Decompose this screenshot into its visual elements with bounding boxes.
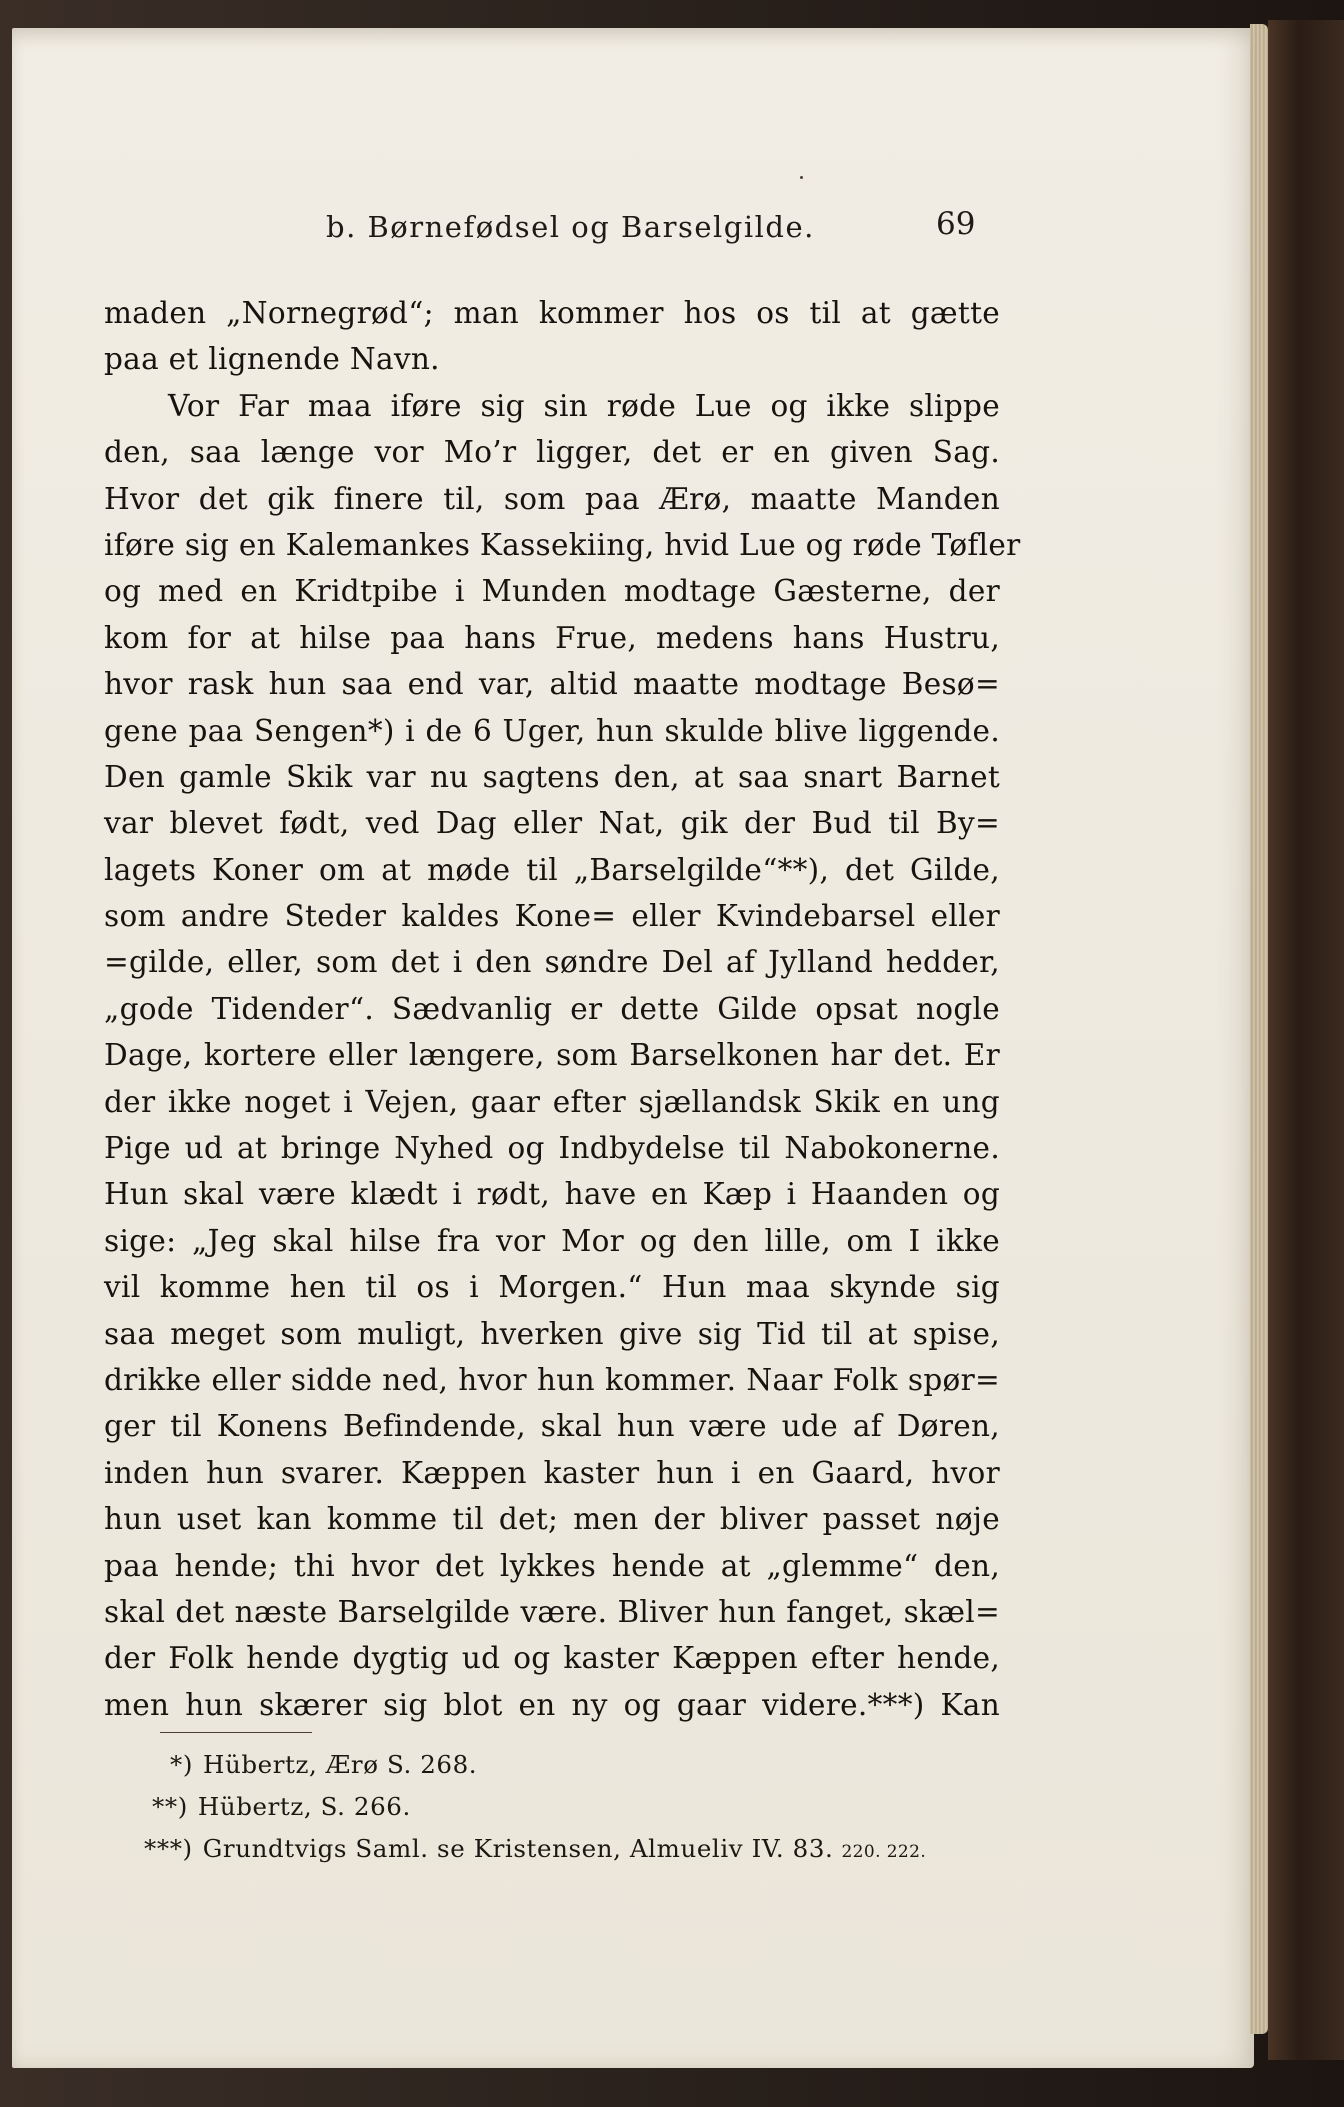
text-line: Pige ud at bringe Nyhed og Indbydelse til Nabokonerne. — [104, 1131, 1000, 1166]
footnote-text: Grundtvigs Saml. se Kristensen, Almueliv IV. 83. — [202, 1834, 834, 1863]
text-line: saa meget som muligt, hverken give sig Tid til at spise, — [104, 1316, 1000, 1351]
text-line: og med en Kridtpibe i Munden modtage Gæsterne, der — [104, 574, 1000, 609]
book-page — [12, 28, 1254, 2068]
text-line: hun uset kan komme til det; men der bliver passet nøje — [104, 1502, 1000, 1537]
text-line: var blevet født, ved Dag eller Nat, gik der Bud til By= — [104, 806, 1000, 841]
text-line: paa et lignende Navn. — [104, 342, 440, 377]
footnote — [120, 1744, 1000, 1786]
text-line: som andre Steder kaldes Kone= eller Kvindebarsel eller — [104, 899, 1000, 934]
text-line: gene paa Sengen*) i de 6 Uger, hun skulde blive liggende. — [104, 713, 1000, 748]
text-line: Den gamle Skik var nu sagtens den, at saa snart Barnet — [104, 759, 1000, 794]
text-line: der ikke noget i Vejen, gaar efter sjællandsk Skik en ung — [104, 1084, 1000, 1119]
running-head: b. Børnefødsel og Barselgilde. — [326, 210, 815, 244]
text-line: „gode Tidender“. Sædvanlig er dette Gilde opsat nogle — [104, 991, 1000, 1026]
text-line: =gilde, eller, som det i den søndre Del af Jylland hedder, — [104, 945, 1000, 980]
text-line: den, saa længe vor Mo’r ligger, det er en given Sag. — [104, 435, 1000, 470]
footnote — [120, 1786, 1000, 1828]
footnote-text: Hübertz, S. 266. — [197, 1792, 411, 1821]
footnotes — [120, 1744, 1000, 1870]
text-line: vil komme hen til os i Morgen.“ Hun maa skynde sig — [104, 1270, 1000, 1305]
footnote-text: Hübertz, Ærø S. 268. — [203, 1750, 478, 1779]
footnote-rule — [160, 1732, 312, 1733]
text-line: drikke eller sidde ned, hvor hun kommer. Naar Folk spør= — [104, 1362, 1000, 1397]
footnote-page-refs: 220. 222. — [841, 1842, 927, 1862]
text-line: kom for at hilse paa hans Frue, medens hans Hustru, — [104, 620, 1000, 655]
body-text — [104, 290, 1021, 1728]
text-line: Dage, kortere eller længere, som Barselkonen har det. Er — [104, 1038, 1000, 1073]
footnote-mark: *) — [170, 1750, 194, 1779]
text-line: Hun skal være klædt i rødt, have en Kæp i Haanden og — [104, 1177, 1000, 1212]
paper-speck — [800, 176, 803, 179]
text-line: der Folk hende dygtig ud og kaster Kæppen efter hende, — [104, 1641, 1000, 1676]
text-line: Vor Far maa iføre sig sin røde Lue og ikke slippe — [168, 388, 1000, 423]
text-line: inden hun svarer. Kæppen kaster hun i en Gaard, hvor — [104, 1455, 1000, 1490]
page-header — [12, 206, 1254, 256]
text-line: skal det næste Barselgilde være. Bliver hun fanget, skæl= — [104, 1594, 1000, 1629]
text-line: hvor rask hun saa end var, altid maatte modtage Besø= — [104, 667, 1000, 702]
text-line: sige: „Jeg skal hilse fra vor Mor og den lille, om I ikke — [104, 1223, 1000, 1258]
text-line: ger til Konens Befindende, skal hun være ude af Døren, — [104, 1409, 1000, 1444]
footnote-mark: **) — [152, 1792, 188, 1821]
text-line: Hvor det gik finere til, som paa Ærø, maatte Manden — [104, 481, 1000, 516]
page-edges — [1250, 24, 1268, 2034]
text-line: paa hende; thi hvor det lykkes hende at „glemme“ den, — [104, 1548, 1000, 1583]
book-spine — [1268, 20, 1344, 2060]
footnote — [120, 1828, 1000, 1870]
text-line: men hun skærer sig blot en ny og gaar videre.***) Kan — [104, 1687, 1000, 1722]
page-number: 69 — [936, 206, 976, 242]
text-line: maden „Nornegrød“; man kommer hos os til at gætte — [104, 296, 1000, 330]
footnote-mark: ***) — [144, 1834, 193, 1863]
text-line: iføre sig en Kalemankes Kassekiing, hvid Lue og røde Tøfler — [104, 527, 1021, 562]
text-line: lagets Koner om at møde til „Barselgilde“**), det Gilde, — [104, 852, 1000, 887]
